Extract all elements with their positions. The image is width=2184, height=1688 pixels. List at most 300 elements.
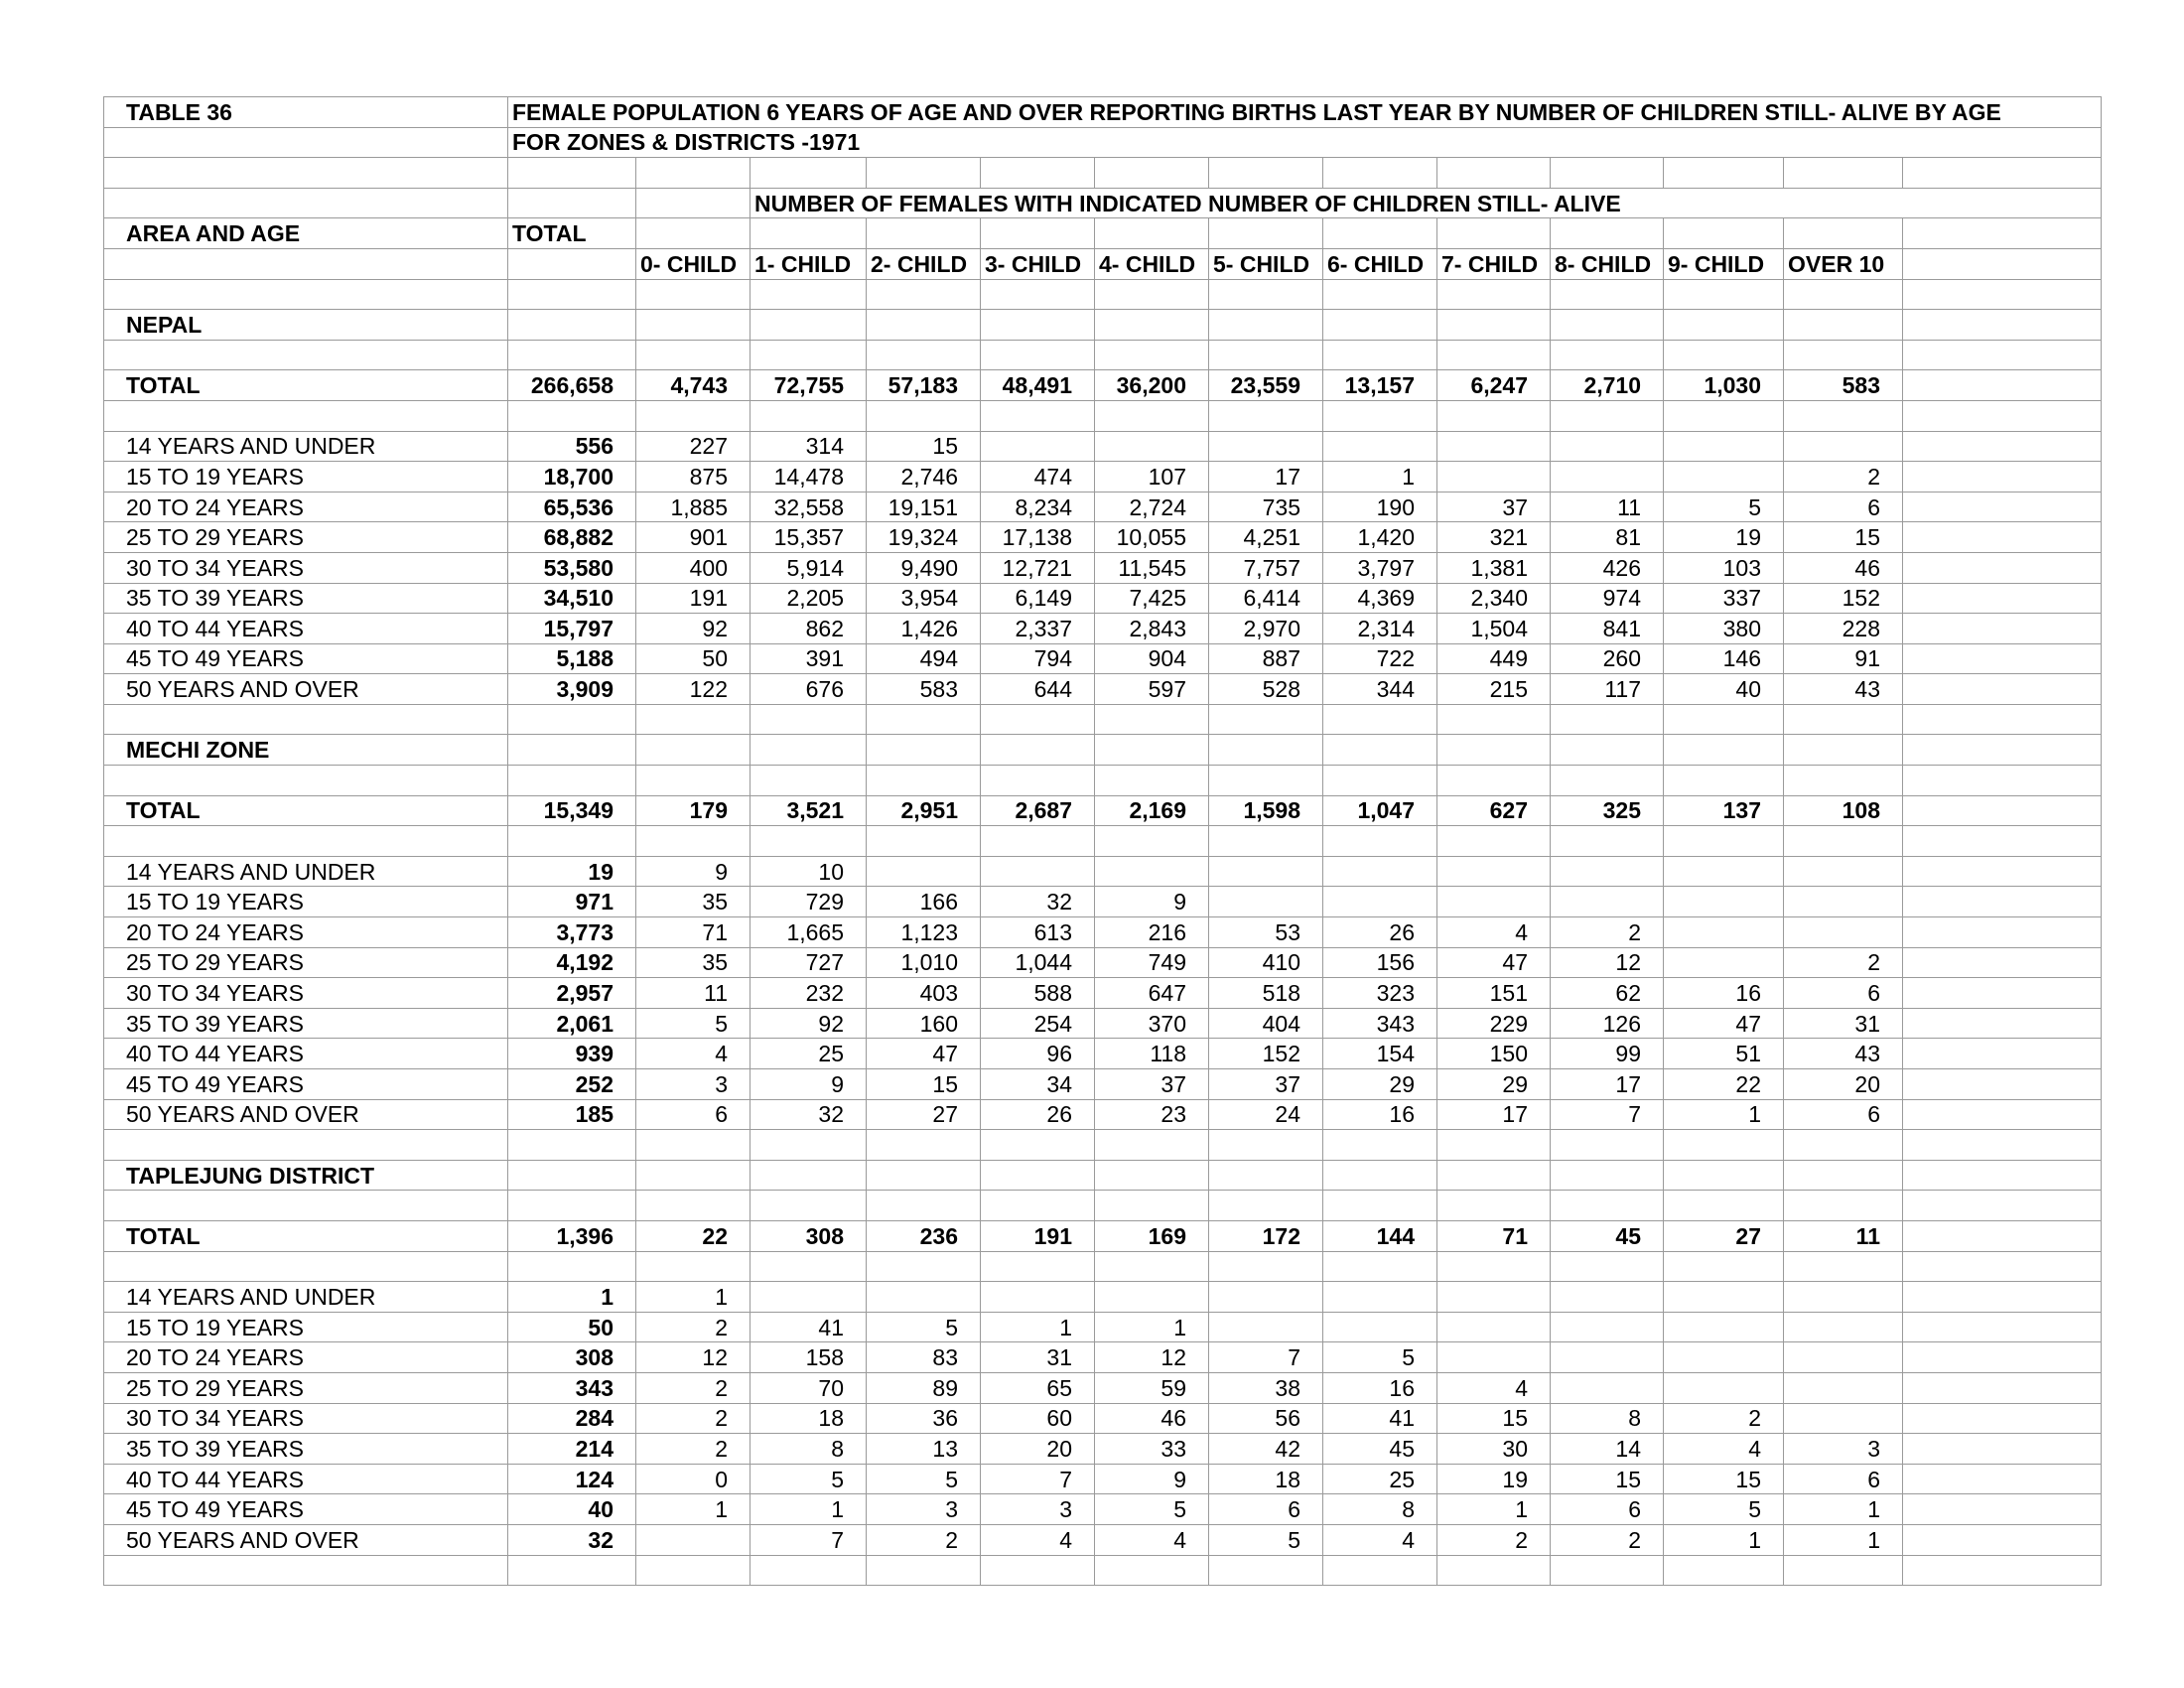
age-value: 8 — [1551, 1403, 1664, 1434]
age-value: 370 — [1095, 1008, 1209, 1039]
age-total-value: 185 — [508, 1099, 636, 1130]
title-row — [104, 97, 2102, 128]
age-value: 158 — [751, 1342, 867, 1373]
table-title: FEMALE POPULATION 6 YEARS OF AGE AND OVER REPORTING BIRTHS LAST YEAR BY NUMBER OF CHILDREN STILL- ALIVE BY AGE — [508, 97, 2102, 128]
age-label: 45 TO 49 YEARS — [104, 1069, 508, 1100]
age-label: 30 TO 34 YEARS — [104, 1403, 508, 1434]
blank-cell — [751, 218, 867, 249]
age-value: 518 — [1209, 978, 1323, 1009]
age-label: 20 TO 24 YEARS — [104, 1342, 508, 1373]
age-value: 118 — [1095, 1039, 1209, 1069]
blank-cell — [751, 279, 867, 310]
age-value: 38 — [1209, 1372, 1323, 1403]
age-value: 89 — [867, 1372, 981, 1403]
blank-cell — [508, 1555, 636, 1586]
blank-cell — [1209, 1160, 1323, 1191]
table-label: TABLE 36 — [104, 97, 508, 128]
blank-cell — [1784, 704, 1903, 735]
blank-cell — [508, 188, 636, 218]
blank-cell — [1903, 643, 2102, 674]
age-value: 14,478 — [751, 462, 867, 492]
age-value: 474 — [981, 462, 1095, 492]
age-value — [1784, 856, 1903, 887]
age-value: 10,055 — [1095, 522, 1209, 553]
blank-cell — [1664, 279, 1784, 310]
age-value: 3,797 — [1323, 552, 1437, 583]
total-value: 22 — [636, 1220, 751, 1251]
age-value: 2 — [1551, 1524, 1664, 1555]
age-label: 25 TO 29 YEARS — [104, 947, 508, 978]
blank-cell — [1784, 158, 1903, 189]
total-value: 2,951 — [867, 795, 981, 826]
age-total-value: 19 — [508, 856, 636, 887]
blank-cell — [636, 1251, 751, 1282]
age-value: 2,314 — [1323, 614, 1437, 644]
age-value: 35 — [636, 887, 751, 917]
age-value: 2,724 — [1095, 492, 1209, 522]
age-value: 53 — [1209, 917, 1323, 948]
age-total-value: 556 — [508, 431, 636, 462]
age-value: 15 — [867, 1069, 981, 1100]
age-total-value: 252 — [508, 1069, 636, 1100]
blank-cell — [1903, 370, 2102, 401]
blank-cell — [636, 400, 751, 431]
total-value: 169 — [1095, 1220, 1209, 1251]
age-value: 81 — [1551, 522, 1664, 553]
age-value: 228 — [1784, 614, 1903, 644]
age-value — [1664, 856, 1784, 887]
age-value: 12 — [1095, 1342, 1209, 1373]
age-value: 19 — [1437, 1464, 1551, 1494]
age-value: 1,123 — [867, 917, 981, 948]
blank-cell — [867, 1160, 981, 1191]
age-value: 7 — [981, 1464, 1095, 1494]
age-value — [1664, 1342, 1784, 1373]
age-label: 40 TO 44 YEARS — [104, 1464, 508, 1494]
age-value: 19,324 — [867, 522, 981, 553]
blank-cell — [981, 400, 1095, 431]
age-value: 4 — [1664, 1434, 1784, 1465]
blank-cell — [508, 340, 636, 370]
blank-cell — [104, 248, 508, 279]
age-value: 2 — [636, 1434, 751, 1465]
age-value: 2 — [1551, 917, 1664, 948]
blank-cell — [1903, 1069, 2102, 1100]
blank-cell — [981, 735, 1095, 766]
blank-cell — [1903, 462, 2102, 492]
age-value: 391 — [751, 643, 867, 674]
total-value: 137 — [1664, 795, 1784, 826]
age-value — [1551, 887, 1664, 917]
age-value: 343 — [1323, 1008, 1437, 1039]
blank-cell — [636, 188, 751, 218]
blank-cell — [751, 826, 867, 857]
blank-cell — [1209, 735, 1323, 766]
age-row — [104, 856, 2102, 887]
age-value — [1437, 431, 1551, 462]
age-value: 59 — [1095, 1372, 1209, 1403]
age-value — [1664, 947, 1784, 978]
age-value: 597 — [1095, 674, 1209, 705]
age-value: 9 — [1095, 1464, 1209, 1494]
blank-cell — [751, 1160, 867, 1191]
age-value — [867, 856, 981, 887]
age-value: 103 — [1664, 552, 1784, 583]
age-total-value: 284 — [508, 1403, 636, 1434]
blank-cell — [636, 766, 751, 796]
age-value: 862 — [751, 614, 867, 644]
blank-cell — [1437, 1251, 1551, 1282]
blank-cell — [1903, 492, 2102, 522]
blank-row — [104, 279, 2102, 310]
blank-cell — [1095, 826, 1209, 857]
blank-cell — [1551, 1251, 1664, 1282]
age-value — [1209, 856, 1323, 887]
age-value: 380 — [1664, 614, 1784, 644]
age-value: 29 — [1437, 1069, 1551, 1100]
blank-cell — [1664, 1130, 1784, 1161]
total-value: 71 — [1437, 1220, 1551, 1251]
blank-cell — [1664, 826, 1784, 857]
blank-cell — [1551, 218, 1664, 249]
blank-cell — [1664, 218, 1784, 249]
age-value: 426 — [1551, 552, 1664, 583]
blank-cell — [1209, 218, 1323, 249]
blank-cell — [508, 704, 636, 735]
age-value: 1,885 — [636, 492, 751, 522]
age-value: 126 — [1551, 1008, 1664, 1039]
blank-cell — [867, 766, 981, 796]
age-value: 34 — [981, 1069, 1095, 1100]
blank-cell — [1903, 248, 2102, 279]
age-value: 5 — [1323, 1342, 1437, 1373]
blank-cell — [1903, 1282, 2102, 1313]
blank-cell — [1323, 1555, 1437, 1586]
blank-cell — [1784, 310, 1903, 341]
blank-cell — [1323, 310, 1437, 341]
age-value: 11,545 — [1095, 552, 1209, 583]
blank-cell — [1095, 340, 1209, 370]
age-value: 1 — [1784, 1494, 1903, 1525]
total-value: 57,183 — [867, 370, 981, 401]
blank-cell — [1903, 552, 2102, 583]
blank-cell — [1095, 1555, 1209, 1586]
blank-cell — [1664, 158, 1784, 189]
blank-cell — [1903, 1251, 2102, 1282]
age-value: 1,044 — [981, 947, 1095, 978]
age-row — [104, 1312, 2102, 1342]
blank-cell — [867, 826, 981, 857]
blank-cell — [1903, 1220, 2102, 1251]
age-value — [1095, 856, 1209, 887]
age-total-value: 18,700 — [508, 462, 636, 492]
age-value: 47 — [867, 1039, 981, 1069]
blank-cell — [751, 400, 867, 431]
blank-cell — [1903, 400, 2102, 431]
total-value: 191 — [981, 1220, 1095, 1251]
age-total-value: 53,580 — [508, 552, 636, 583]
age-value: 494 — [867, 643, 981, 674]
age-value: 46 — [1095, 1403, 1209, 1434]
age-value — [1095, 431, 1209, 462]
blank-cell — [1095, 218, 1209, 249]
age-value: 7,757 — [1209, 552, 1323, 583]
age-value: 216 — [1095, 917, 1209, 948]
age-value — [1551, 1372, 1664, 1403]
blank-cell — [1903, 614, 2102, 644]
age-value: 403 — [867, 978, 981, 1009]
blank-cell — [1903, 1039, 2102, 1069]
age-value: 254 — [981, 1008, 1095, 1039]
age-label: 14 YEARS AND UNDER — [104, 431, 508, 462]
census-table — [103, 96, 2102, 1586]
age-value: 1,504 — [1437, 614, 1551, 644]
age-value — [751, 1282, 867, 1313]
age-value: 22 — [1664, 1069, 1784, 1100]
total-value: 236 — [867, 1220, 981, 1251]
blank-cell — [1209, 1191, 1323, 1221]
blank-cell — [508, 1191, 636, 1221]
blank-cell — [1551, 1130, 1664, 1161]
blank-cell — [1437, 310, 1551, 341]
blank-cell — [1437, 279, 1551, 310]
blank-cell — [981, 1251, 1095, 1282]
blank-cell — [1437, 735, 1551, 766]
blank-cell — [1551, 1191, 1664, 1221]
blank-cell — [1095, 158, 1209, 189]
blank-cell — [1437, 1191, 1551, 1221]
age-value — [1323, 856, 1437, 887]
age-value: 4 — [636, 1039, 751, 1069]
total-value: 179 — [636, 795, 751, 826]
blank-cell — [1209, 310, 1323, 341]
blank-cell — [636, 1160, 751, 1191]
blank-cell — [751, 1191, 867, 1221]
total-value: 172 — [1209, 1220, 1323, 1251]
table-subtitle: FOR ZONES & DISTRICTS -1971 — [508, 127, 2102, 158]
age-value: 29 — [1323, 1069, 1437, 1100]
age-label: 25 TO 29 YEARS — [104, 1372, 508, 1403]
age-row — [104, 1372, 2102, 1403]
blank-cell — [1095, 279, 1209, 310]
blank-cell — [104, 279, 508, 310]
age-value: 794 — [981, 643, 1095, 674]
blank-row — [104, 1191, 2102, 1221]
blank-cell — [1903, 1434, 2102, 1465]
age-value: 17 — [1437, 1099, 1551, 1130]
age-value — [1437, 856, 1551, 887]
blank-cell — [1664, 766, 1784, 796]
section-name: MECHI ZONE — [104, 735, 508, 766]
age-value: 50 — [636, 643, 751, 674]
total-value: 72,755 — [751, 370, 867, 401]
blank-cell — [104, 1191, 508, 1221]
age-total-value: 15,797 — [508, 614, 636, 644]
blank-cell — [1551, 1160, 1664, 1191]
blank-cell — [104, 127, 508, 158]
blank-cell — [636, 340, 751, 370]
total-value: 1,047 — [1323, 795, 1437, 826]
age-value: 841 — [1551, 614, 1664, 644]
age-value — [1784, 1312, 1903, 1342]
blank-cell — [1903, 310, 2102, 341]
blank-cell — [1784, 1130, 1903, 1161]
blank-cell — [1903, 279, 2102, 310]
age-value: 12 — [1551, 947, 1664, 978]
blank-cell — [1903, 1372, 2102, 1403]
age-value: 12 — [636, 1342, 751, 1373]
blank-cell — [981, 310, 1095, 341]
blank-cell — [1209, 400, 1323, 431]
column-header-row — [104, 248, 2102, 279]
age-total-value: 4,192 — [508, 947, 636, 978]
age-value: 122 — [636, 674, 751, 705]
blank-cell — [1323, 1160, 1437, 1191]
total-value: 583 — [1784, 370, 1903, 401]
age-value: 16 — [1323, 1372, 1437, 1403]
age-value — [1209, 1312, 1323, 1342]
blank-cell — [1437, 400, 1551, 431]
age-value: 5 — [1664, 1494, 1784, 1525]
age-value: 45 — [1323, 1434, 1437, 1465]
blank-cell — [1437, 1555, 1551, 1586]
blank-cell — [1095, 1191, 1209, 1221]
age-value: 47 — [1664, 1008, 1784, 1039]
age-value: 260 — [1551, 643, 1664, 674]
age-value: 33 — [1095, 1434, 1209, 1465]
blank-cell — [104, 766, 508, 796]
age-value: 4 — [981, 1524, 1095, 1555]
age-row — [104, 1464, 2102, 1494]
blank-cell — [1437, 158, 1551, 189]
age-label: 50 YEARS AND OVER — [104, 1524, 508, 1555]
age-value: 37 — [1209, 1069, 1323, 1100]
age-row — [104, 917, 2102, 948]
age-value: 2,340 — [1437, 583, 1551, 614]
age-value: 1 — [1664, 1099, 1784, 1130]
age-value: 1,420 — [1323, 522, 1437, 553]
blank-cell — [867, 1555, 981, 1586]
age-value: 875 — [636, 462, 751, 492]
blank-cell — [1323, 1130, 1437, 1161]
age-value: 166 — [867, 887, 981, 917]
age-value: 15 — [1437, 1403, 1551, 1434]
blank-row — [104, 158, 2102, 189]
age-value — [1437, 462, 1551, 492]
blank-cell — [867, 218, 981, 249]
blank-cell — [981, 1191, 1095, 1221]
age-row — [104, 1099, 2102, 1130]
age-value: 150 — [1437, 1039, 1551, 1069]
age-total-value: 34,510 — [508, 583, 636, 614]
blank-row — [104, 340, 2102, 370]
age-value — [1664, 917, 1784, 948]
age-total-value: 3,773 — [508, 917, 636, 948]
blank-cell — [636, 735, 751, 766]
age-total-value: 124 — [508, 1464, 636, 1494]
age-value — [1784, 1342, 1903, 1373]
blank-cell — [867, 1130, 981, 1161]
blank-cell — [508, 310, 636, 341]
age-value — [1664, 462, 1784, 492]
age-value: 2 — [636, 1312, 751, 1342]
age-value: 13 — [867, 1434, 981, 1465]
age-total-value: 68,882 — [508, 522, 636, 553]
total-value: 13,157 — [1323, 370, 1437, 401]
blank-cell — [751, 735, 867, 766]
age-value: 151 — [1437, 978, 1551, 1009]
total-value: 6,247 — [1437, 370, 1551, 401]
blank-cell — [981, 218, 1095, 249]
blank-cell — [1551, 340, 1664, 370]
blank-cell — [1095, 1160, 1209, 1191]
blank-cell — [636, 310, 751, 341]
blank-cell — [1903, 218, 2102, 249]
column-header: 6- CHILD — [1323, 248, 1437, 279]
blank-cell — [1903, 1008, 2102, 1039]
total-value: 4,743 — [636, 370, 751, 401]
age-value: 588 — [981, 978, 1095, 1009]
age-value — [867, 1282, 981, 1313]
blank-cell — [751, 1130, 867, 1161]
blank-cell — [1903, 917, 2102, 948]
total-header: TOTAL — [508, 218, 636, 249]
age-value: 92 — [751, 1008, 867, 1039]
age-value — [1784, 1282, 1903, 1313]
blank-cell — [1903, 340, 2102, 370]
blank-cell — [1323, 826, 1437, 857]
total-value: 27 — [1664, 1220, 1784, 1251]
age-row — [104, 462, 2102, 492]
blank-cell — [1903, 158, 2102, 189]
blank-cell — [636, 158, 751, 189]
blank-cell — [867, 340, 981, 370]
age-value: 5 — [867, 1464, 981, 1494]
blank-cell — [1903, 1130, 2102, 1161]
age-value: 18 — [751, 1403, 867, 1434]
age-value: 47 — [1437, 947, 1551, 978]
age-value: 51 — [1664, 1039, 1784, 1069]
age-value: 3 — [636, 1069, 751, 1100]
age-value — [981, 431, 1095, 462]
age-value: 2 — [636, 1372, 751, 1403]
age-label: 15 TO 19 YEARS — [104, 887, 508, 917]
age-value: 613 — [981, 917, 1095, 948]
blank-cell — [751, 1555, 867, 1586]
age-value: 156 — [1323, 947, 1437, 978]
total-value: 325 — [1551, 795, 1664, 826]
age-value: 62 — [1551, 978, 1664, 1009]
blank-cell — [751, 158, 867, 189]
age-value: 16 — [1664, 978, 1784, 1009]
age-value: 8 — [751, 1434, 867, 1465]
section-name-row — [104, 1160, 2102, 1191]
age-value: 4 — [1437, 1372, 1551, 1403]
age-value — [1664, 431, 1784, 462]
age-value: 23 — [1095, 1099, 1209, 1130]
age-value: 3 — [867, 1494, 981, 1525]
blank-cell — [1095, 704, 1209, 735]
age-value: 46 — [1784, 552, 1903, 583]
age-value: 7 — [751, 1524, 867, 1555]
blank-row — [104, 826, 2102, 857]
total-value: 266,658 — [508, 370, 636, 401]
total-value: 23,559 — [1209, 370, 1323, 401]
blank-row — [104, 1555, 2102, 1586]
blank-cell — [1903, 1555, 2102, 1586]
age-value — [1437, 1342, 1551, 1373]
age-label: 40 TO 44 YEARS — [104, 1039, 508, 1069]
